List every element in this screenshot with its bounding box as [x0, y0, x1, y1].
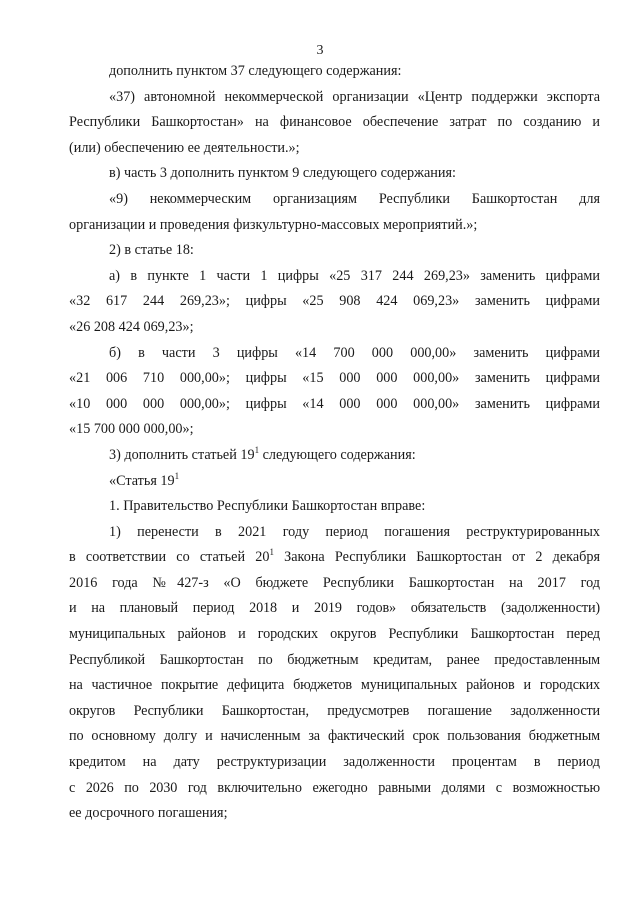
text-line: «32 617 244 269,23»; цифры «25 908 424 069,23» заменить цифрами — [69, 293, 600, 310]
text-line: округов Республики Башкортостан, предусмотрев погашение задолженности — [69, 702, 600, 719]
text-fragment: 3) дополнить статьей 19 — [109, 446, 255, 463]
text-line — [69, 443, 600, 469]
text-line: с 2026 по 2030 год включительно ежегодно равными долями с возможностью — [69, 779, 600, 796]
paragraph-article-18-a — [69, 264, 600, 341]
text-line: муниципальных районов и городских округов Республики Башкортостан перед — [69, 626, 600, 643]
paragraph-debt-deferral — [69, 520, 600, 827]
text-fragment: следующего содержания: — [259, 446, 416, 463]
text-line: кредитом на дату реструктуризации задолженности процентам в период — [69, 754, 600, 771]
text-line: Республики Башкортостан» на финансовое обеспечение затрат по созданию и — [69, 114, 600, 131]
text-line: дополнить пунктом 37 следующего содержания: — [109, 63, 402, 79]
text-line: 1. Правительство Республики Башкортостан вправе: — [109, 498, 426, 515]
text-line: организации и проведения физкультурно-массовых мероприятий.»; — [69, 216, 478, 233]
paragraph-article-18 — [69, 238, 600, 264]
article-19-1-heading — [69, 469, 600, 495]
text-line: по основному долгу и начисленным за фактический срок пользования бюджетным — [69, 728, 600, 745]
text-line: «10 000 000 000,00»; цифры «14 000 000 000,00» заменить цифрами — [69, 395, 600, 412]
text-line: «26 208 424 069,23»; — [69, 318, 194, 335]
text-line: «15 700 000 000,00»; — [69, 421, 194, 438]
text-line: ее досрочного погашения; — [69, 805, 228, 822]
text-line — [69, 469, 600, 495]
document-body — [69, 59, 600, 827]
text-line: а) в пункте 1 части 1 цифры «25 317 244 269,23» заменить цифрами — [109, 267, 600, 284]
text-fragment: в соответствии со статьей 20 — [69, 549, 270, 566]
paragraph-government-right — [69, 494, 600, 520]
paragraph-add-article-19-1 — [69, 443, 600, 469]
paragraph-clause-9 — [69, 187, 600, 238]
text-line: на частичное покрытие дефицита бюджетов муниципальных районов и городских — [69, 677, 600, 694]
text-fragment: Закона Республики Башкортостан от 2 декабря — [273, 549, 600, 566]
text-line: б) в части 3 цифры «14 700 000 000,00» заменить цифрами — [109, 344, 600, 361]
paragraph-clause-37 — [69, 85, 600, 162]
superscript: 1 — [254, 444, 260, 455]
text-line: (или) обеспечению ее деятельности.»; — [69, 139, 300, 156]
text-line: Республикой Башкортостан по бюджетным кредитам, ранее предоставленным — [69, 651, 600, 668]
paragraph-intro-37 — [69, 59, 600, 85]
superscript: 1 — [269, 547, 274, 558]
text-line: «9) некоммерческим организациям Республики Башкортостан для — [109, 190, 600, 207]
text-line: и на плановый период 2018 и 2019 годов» обязательств (задолженности) — [69, 600, 600, 617]
text-line: в) часть 3 дополнить пунктом 9 следующего содержания: — [109, 165, 456, 182]
text-fragment: «Статья 19 — [109, 472, 175, 489]
text-line: 2016 года №427-з «О бюджете Республики Башкортостан на 2017 год — [69, 574, 600, 591]
text-line: 2) в статье 18: — [109, 242, 194, 259]
text-line: «21 006 710 000,00»; цифры «15 000 000 000,00» заменить цифрами — [69, 370, 600, 387]
text-line: «37) автономной некоммерческой организации «Центр поддержки экспорта — [109, 88, 600, 105]
superscript: 1 — [174, 470, 180, 481]
page-number: 3 — [316, 43, 324, 58]
text-line — [69, 545, 600, 571]
paragraph-part-3 — [69, 161, 600, 187]
text-line: 1) перенести в 2021 году период погашения реструктурированных — [109, 523, 600, 540]
paragraph-article-18-b — [69, 341, 600, 443]
